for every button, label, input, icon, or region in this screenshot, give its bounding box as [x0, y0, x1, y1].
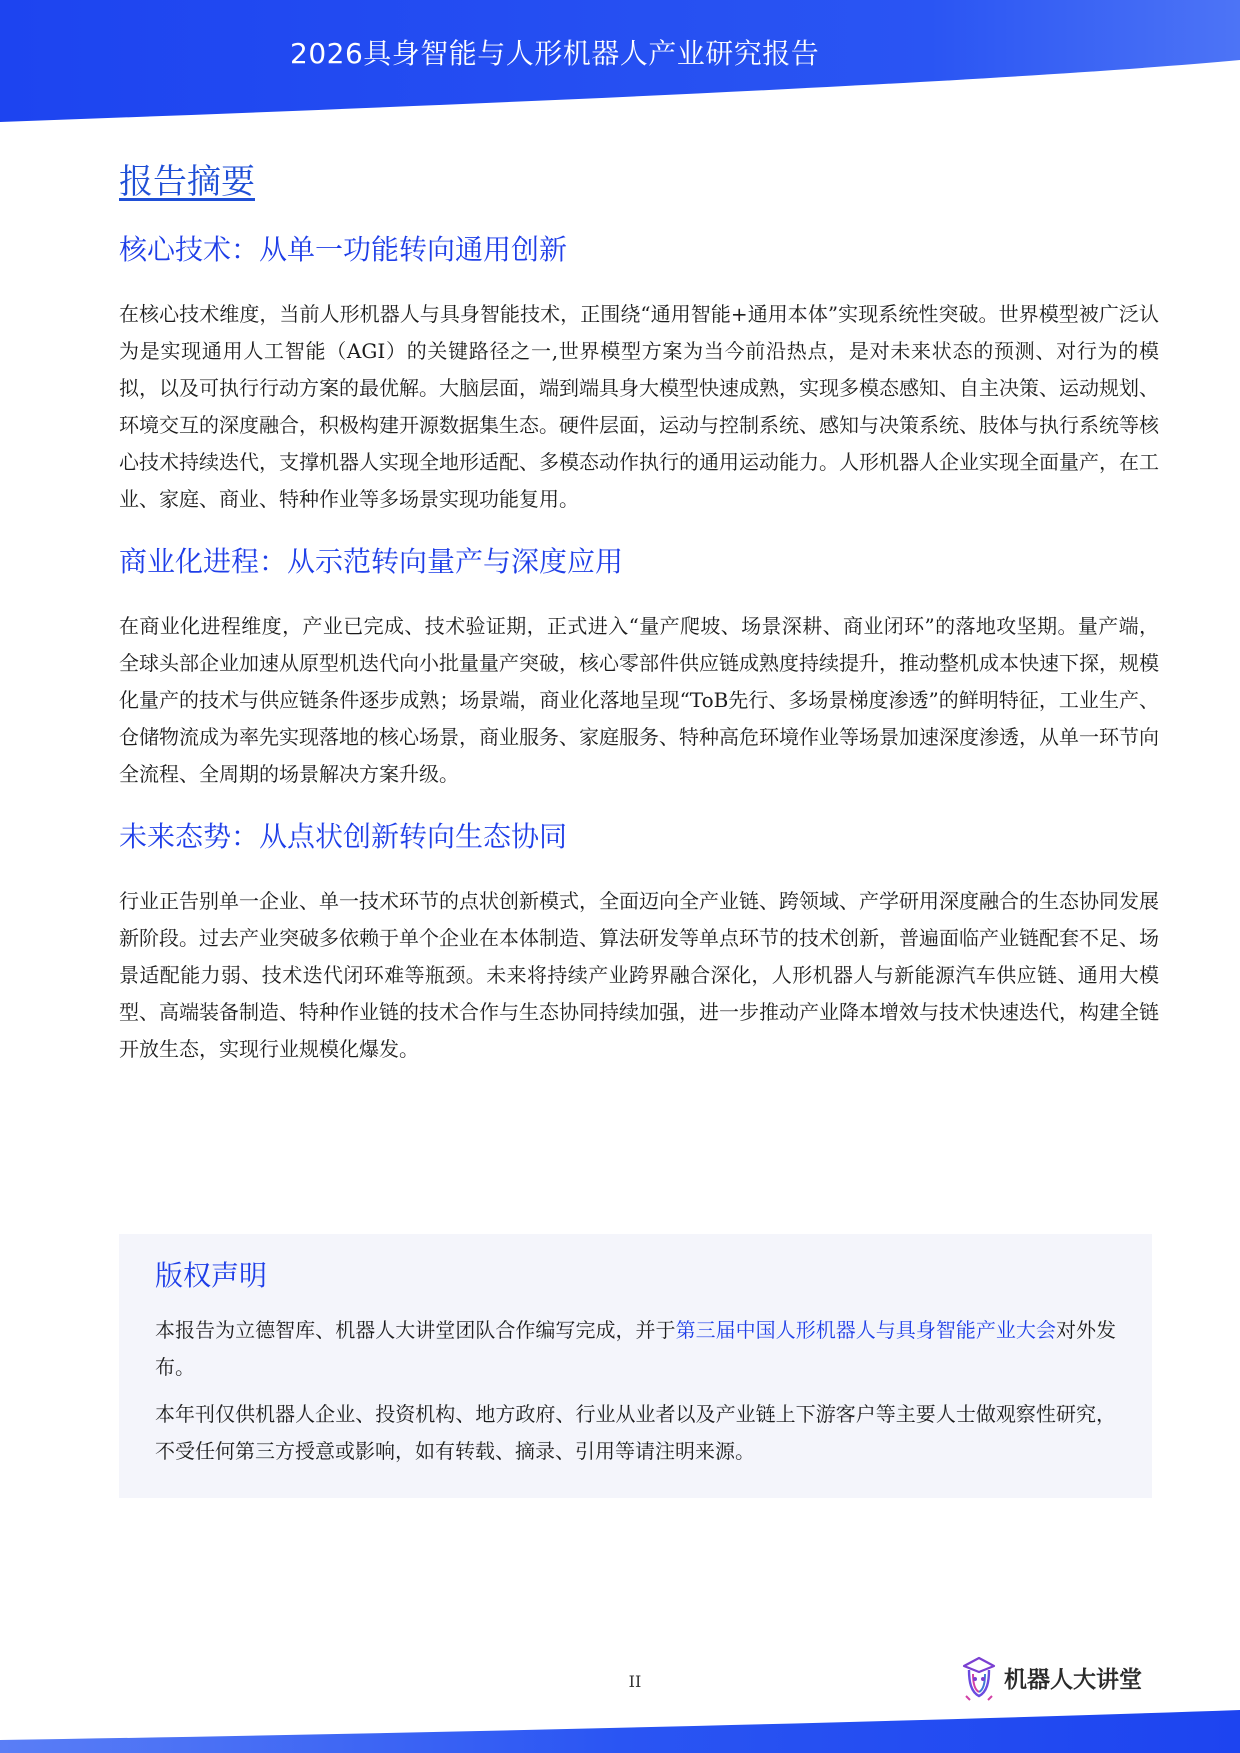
footer-band — [0, 1700, 1240, 1753]
copyright-title: 版权声明 — [155, 1259, 268, 1292]
section-core-technology — [119, 228, 1159, 518]
brand-logo — [960, 1652, 1142, 1702]
section-body: 行业正告别单一企业、单一技术环节的点状创新模式，全面迈向全产业链、跨领域、产学研用深度融合的生态协同发展新阶段。过去产业突破多依赖于单个企业在本体制造、算法研发等单点环节的技术创新，普遍面临产业链配套不足、场景适配能力弱、技术迭代闭环难等瓶颈。未来将持续产业跨界融合深化，人形机器人与新能源汽车供应链、通用大模型、高端装备制造、特种作业链的技术合作与生态协同持续加强，进一步推动产业降本增效与技术快速迭代，构建全链开放生态，实现行业规模化爆发。 — [119, 889, 1159, 1061]
document-title: 2026具身智能与人形机器人产业研究报告 — [290, 37, 820, 70]
summary-title: 报告摘要 — [119, 162, 255, 202]
copyright-text: 本报告为立德智库、机器人大讲堂团队合作编写完成，并于 — [155, 1318, 676, 1342]
section-heading: 未来态势：从点状创新转向生态协同 — [119, 820, 568, 853]
section-body: 在核心技术维度，当前人形机器人与具身智能技术，正围绕“通用智能+通用本体”实现系统性突破。世界模型被广泛认为是实现通用人工智能（AGI）的关键路径之一,世界模型方案为当今前沿热点，是对未来状态的预测、对行为的模拟，以及可执行行动方案的最优解。大脑层面，端到端具身大模型快速成熟，实现多模态感知、自主决策、运动规划、环境交互的深度融合，积极构建开源数据集生态。硬件层面，运动与控制系统、感知与决策系统、肢体与执行系统等核心技术持续迭代，支撑机器人实现全地形适配、多模态动作执行的通用运动能力。人形机器人企业实现全面量产，在工业、家庭、商业、特种作业等多场景实现功能复用。 — [119, 302, 1159, 511]
main-content — [119, 150, 1159, 1090]
section-commercialization — [119, 540, 1159, 793]
brand-name: 机器人大讲堂 — [1004, 1666, 1142, 1693]
section-heading: 商业化进程：从示范转向量产与深度应用 — [119, 545, 624, 578]
section-future-trend — [119, 815, 1159, 1068]
copyright-paragraph-2: 本年刊仅供机器人企业、投资机构、地方政府、行业从业者以及产业链上下游客户等主要人士做观察性研究，不受任何第三方授意或影响，如有转载、摘录、引用等请注明来源。 — [155, 1402, 1116, 1463]
copyright-paragraph-1 — [155, 1312, 1116, 1386]
copyright-box — [119, 1234, 1152, 1498]
section-heading: 核心技术：从单一功能转向通用创新 — [119, 233, 568, 266]
section-body: 在商业化进程维度，产业已完成、技术验证期，正式进入“量产爬坡、场景深耕、商业闭环”的落地攻坚期。量产端，全球头部企业加速从原型机迭代向小批量量产突破，核心零部件供应链成熟度持续提升，推动整机成本快速下探，规模化量产的技术与供应链条件逐步成熟；场景端，商业化落地呈现“ToB先行、多场景梯度渗透”的鲜明特征，工业生产、仓储物流成为率先实现落地的核心场景，商业服务、家庭服务、特种高危环境作业等场景加速深度渗透，从单一环节向全流程、全周期的场景解决方案升级。 — [119, 614, 1159, 786]
page-number: II — [628, 1672, 642, 1691]
footer-background — [0, 1700, 1240, 1753]
conference-link[interactable]: 第三届中国人形机器人与具身智能产业大会 — [675, 1318, 1056, 1342]
robot-head-logo-icon — [960, 1652, 998, 1702]
copyright-text: 对外发布。 — [155, 1318, 1117, 1379]
